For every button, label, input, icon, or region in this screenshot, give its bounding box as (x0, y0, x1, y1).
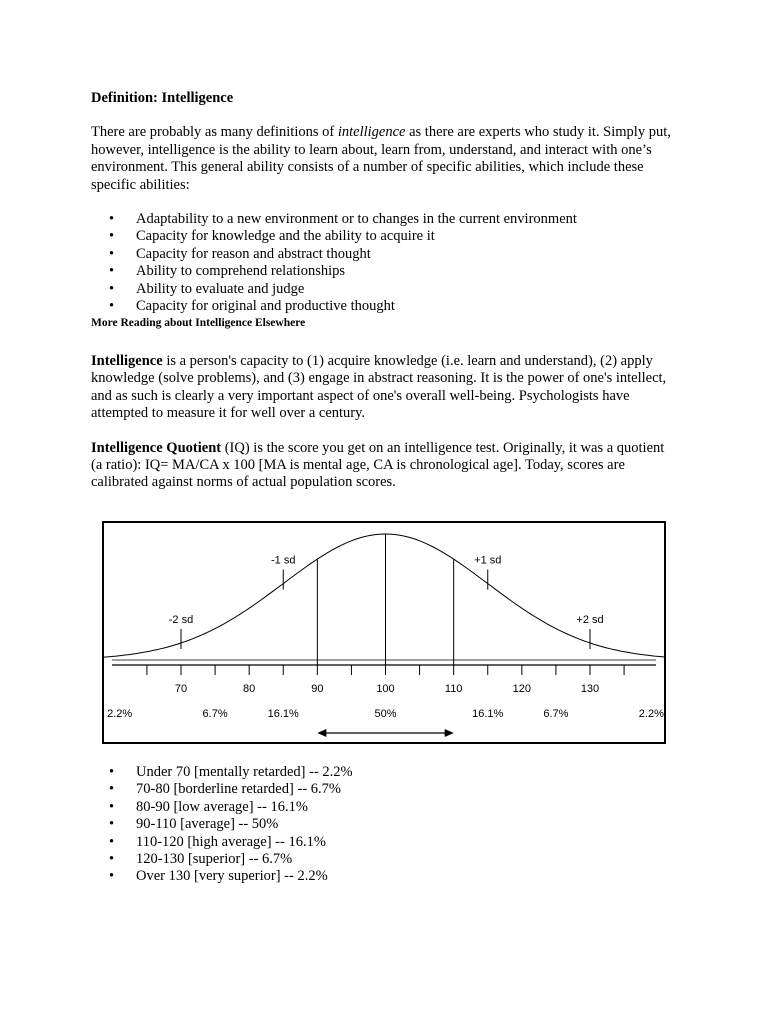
iq-text: (IQ) is the score you get on an intelligence test. Originally, it was a quotient (a ratio): IQ= MA/CA x 100 [MA is mental age, CA is chronological age]. Today, scores are calibrated against norms of actual population scores. (91, 439, 665, 491)
region-percent-label: 2.2% (107, 708, 133, 720)
range-arrow-right-head (445, 729, 454, 737)
list-item: • 120-130 [superior] -- 6.7% (109, 851, 689, 868)
list-item: • Over 130 [very superior] -- 2.2% (109, 868, 689, 885)
x-tick-label: 130 (580, 683, 600, 695)
region-percent-label: 2.2% (638, 708, 664, 720)
page-title: Definition: Intelligence (91, 90, 234, 106)
list-item: • Ability to comprehend relationships (109, 263, 671, 280)
region-percent-label: 50% (374, 708, 397, 720)
intro-emphasis: intelligence (337, 124, 406, 141)
abilities-list (91, 211, 671, 315)
list-item: • Under 70 [mentally retarded] -- 2.2% (109, 764, 689, 781)
list-item: • Adaptability to a new environment or to changes in the current environment (109, 211, 671, 228)
x-tick-label: 90 (311, 683, 324, 695)
list-item: • Ability to evaluate and judge (109, 281, 671, 298)
more-reading-heading: More Reading about Intelligence Elsewhere (91, 317, 306, 330)
region-percent-label: 16.1% (267, 708, 299, 720)
intelligence-term: Intelligence (91, 352, 163, 369)
sd-marker-label: +1 sd (474, 554, 502, 567)
x-tick-label: 70 (174, 683, 188, 695)
intelligence-text: is a person's capacity to (1) acquire knowledge (i.e. learn and understand), (2) apply knowledge (solve problems), and (3) engage in abstract reasoning. It is the power of one's intellect, and as such is clearly a very important aspect of one's overall well-being. Psychologists have attempted to measure it for well over a century. (91, 352, 667, 422)
bell-curve-chart (102, 521, 666, 744)
list-item: • 110-120 [high average] -- 16.1% (109, 834, 689, 851)
x-tick-label: 120 (512, 683, 532, 695)
region-percent-label: 6.7% (202, 708, 228, 720)
x-tick-label: 100 (376, 683, 395, 695)
iq-term: Intelligence Quotient (91, 439, 222, 456)
iq-ranges-list (91, 764, 689, 886)
intro-paragraph (91, 124, 671, 194)
iq-paragraph (91, 440, 671, 492)
bell-curve-svg (104, 523, 664, 742)
list-item: • Capacity for knowledge and the ability to acquire it (109, 228, 671, 245)
intelligence-paragraph (91, 353, 671, 423)
sd-marker-label: -1 sd (271, 554, 296, 567)
list-item: • 70-80 [borderline retarded] -- 6.7% (109, 781, 689, 798)
bell-curve-line (104, 534, 664, 658)
list-item: • Capacity for original and productive thought (109, 298, 671, 315)
sd-marker-label: -2 sd (168, 613, 194, 626)
list-item: • 90-110 [average] -- 50% (109, 816, 689, 833)
intro-text-after: as there are experts who study it. Simply put, however, intelligence is the ability to learn about, learn from, understand, and interact with one’s environment. This general ability consists of a number of specific abilities, which include these specific abilities: (91, 124, 671, 193)
region-percent-label: 6.7% (543, 708, 569, 720)
region-percent-label: 16.1% (472, 708, 504, 720)
x-tick-label: 110 (444, 683, 463, 695)
intro-text-before: There are probably as many definitions of (91, 124, 338, 141)
list-item: • Capacity for reason and abstract thought (109, 246, 671, 263)
range-arrow-left-head (317, 729, 326, 737)
document-page (91, 90, 671, 509)
sd-marker-label: +2 sd (576, 613, 604, 626)
x-tick-label: 80 (243, 683, 256, 695)
list-item: • 80-90 [low average] -- 16.1% (109, 799, 689, 816)
